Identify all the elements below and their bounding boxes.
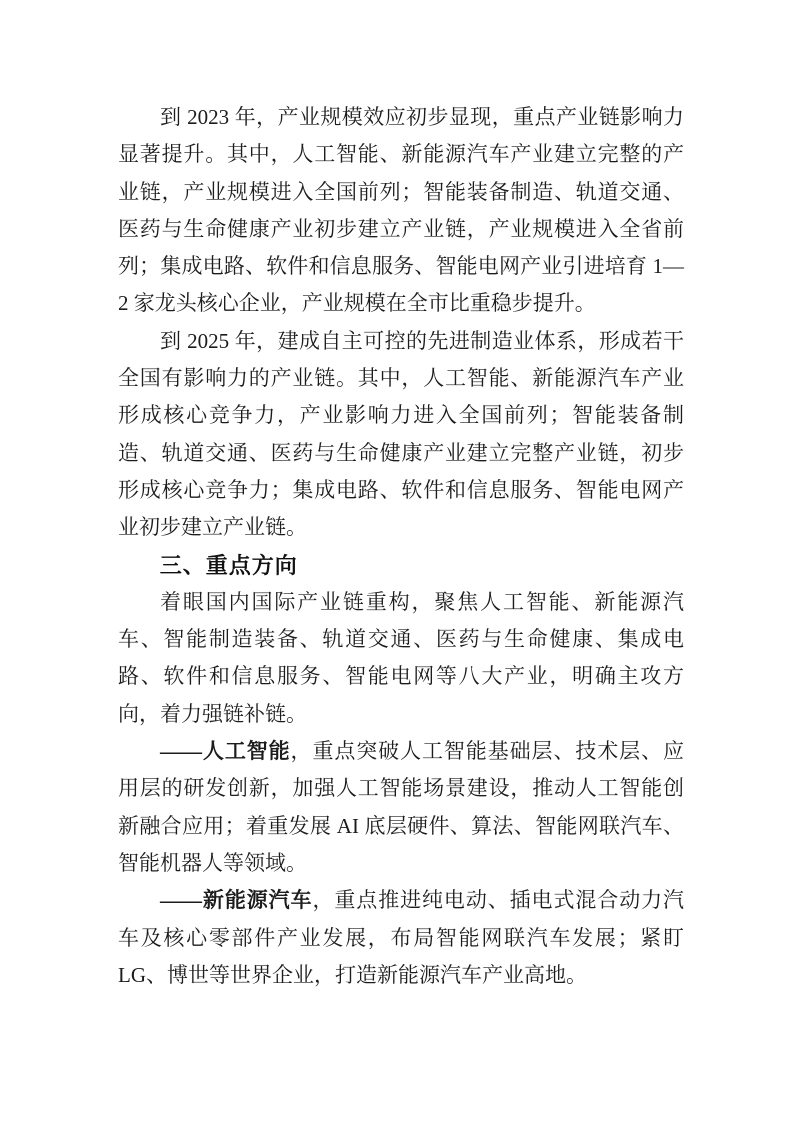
paragraph-nev-industry [118, 882, 684, 994]
paragraph-2023-goals: 到 2023 年，产业规模效应初步显现，重点产业链影响力显著提升。其中，人工智能、新能源汽车产业建立完整的产业链，产业规模进入全国前列；智能装备制造、轨道交通、医药与生命健康产业初步建立产业链，产业规模进入全省前列；集成电路、软件和信息服务、智能电网产业引进培育 1—2 家龙头核心企业，产业规模在全市比重稳步提升。 [118, 105, 684, 316]
paragraph-ai-body: ，重点突破人工智能基础层、技术层、应用层的研发创新，加强人工智能场景建设，推动人工智能创新融合应用；着重发展 AI 底层硬件、算法、智能网联汽车、智能机器人等领域。 [118, 739, 684, 875]
paragraph-2025-goals: 到 2025 年，建成自主可控的先进制造业体系，形成若干全国有影响力的产业链。其中，人工智能、新能源汽车产业形成核心竞争力，产业影响力进入全国前列；智能装备制造、轨道交通、医药与生命健康产业建立完整产业链，初步形成核心竞争力；集成电路、软件和信息服务、智能电网产业初步建立产业链。 [118, 328, 684, 540]
paragraph-eight-industries: 着眼国内国际产业链重构，聚焦人工智能、新能源汽车、智能制造装备、轨道交通、医药与生命健康、集成电路、软件和信息服务、智能电网等八大产业，明确主攻方向，着力强链补链。 [118, 589, 684, 726]
document-text-block [118, 99, 684, 994]
paragraph-nev-lead: ——新能源汽车 [160, 888, 313, 913]
section-heading: 三、重点方向 [159, 552, 298, 578]
paragraph-ai-industry [118, 733, 684, 882]
paragraph-ai-lead: ——人工智能 [160, 739, 291, 764]
paragraph-nev-body: ，重点推进纯电动、插电式混合动力汽车及核心零部件产业发展，布局智能网联汽车发展；紧盯 LG、博世等世界企业，打造新能源汽车产业高地。 [118, 888, 685, 987]
